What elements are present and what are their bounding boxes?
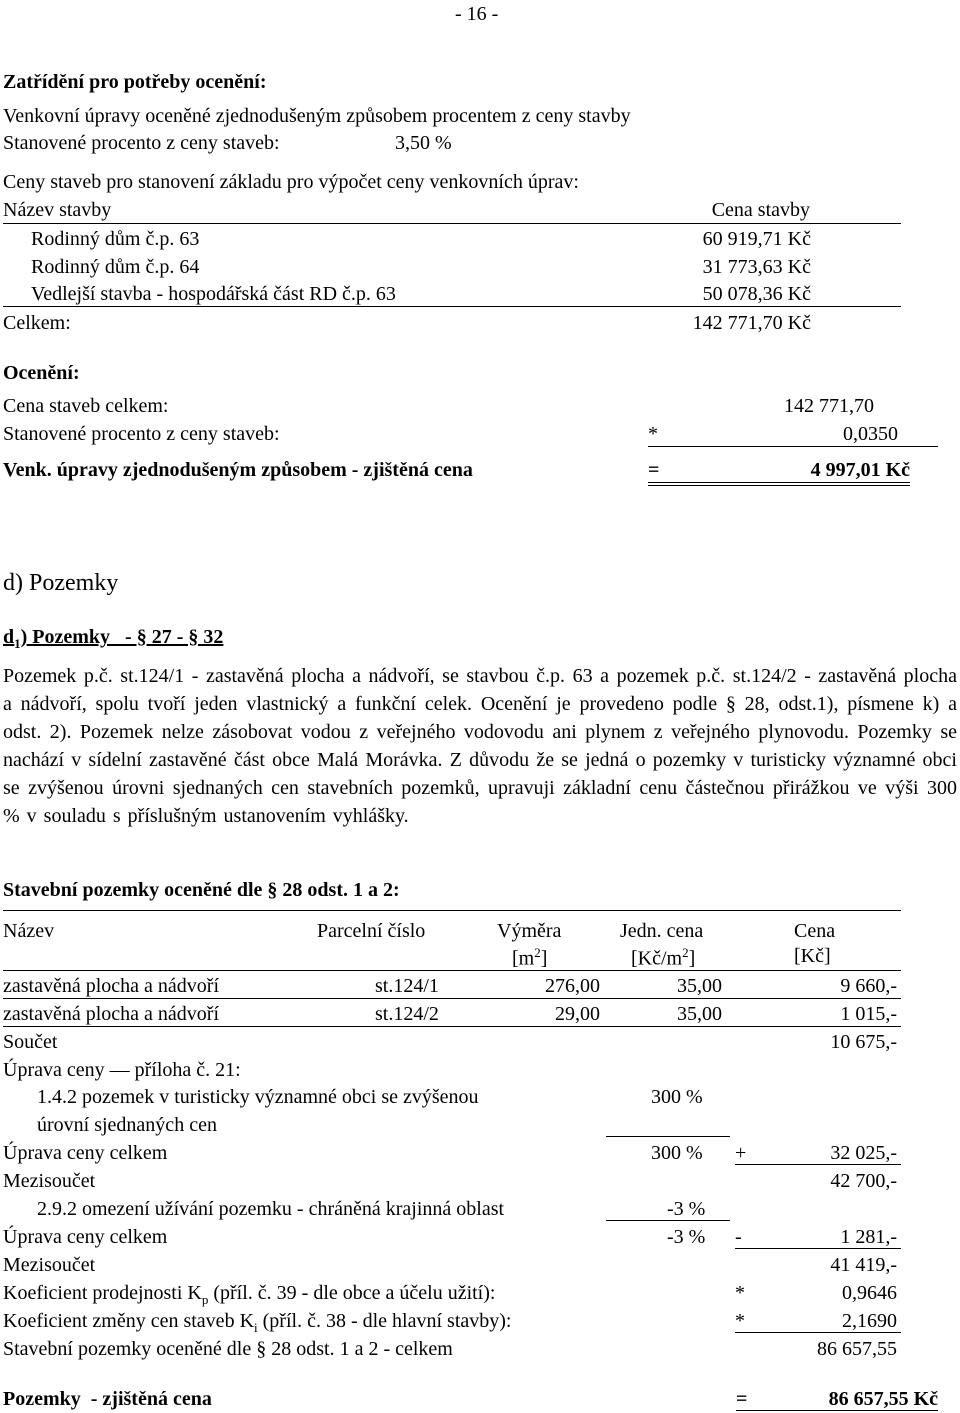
pct-label: Stanovené procento z ceny staveb: <box>3 132 280 154</box>
mezisoucet-label: Mezisoučet <box>3 1254 96 1276</box>
cena-staveb-value: 142 771,70 <box>784 395 874 417</box>
koef-zmeny-label: Koeficient změny cen staveb $K_i$ (příl. č. 38 - dle hlavní stavby): <box>3 1310 512 1335</box>
koef-zmeny-value: 2,1690 <box>842 1310 897 1332</box>
calc-rule <box>648 446 938 447</box>
uprava-item-1: 1.4.2 pozemek v turisticky významné obci se zvýšenou <box>37 1086 479 1108</box>
pct-label-2: Stanovené procento z ceny staveb: <box>3 423 280 445</box>
uprava-celkem-pct: 300 % <box>651 1142 703 1164</box>
uprava-heading: Úprava ceny — příloha č. 21: <box>3 1059 241 1081</box>
sum-rule-3 <box>735 1332 901 1333</box>
result-label: Venk. úpravy zjednodušeným způsobem - zjištěná cena <box>3 459 473 481</box>
mezisoucet-value: 42 700,- <box>830 1170 897 1192</box>
table-row-jedn: 35,00 <box>677 975 722 997</box>
result-underline-2 <box>648 485 910 486</box>
section-heading-zatrideni: Zatřídění pro potřeby ocenění: <box>3 71 267 93</box>
table-row-vymera: 29,00 <box>555 1003 600 1025</box>
row-rule <box>3 1026 901 1027</box>
col-nazev: Název <box>3 920 55 942</box>
pozemky-subheading: $d_1$) Pozemky - § 27 - § 32 <box>3 626 224 651</box>
table-row-parcel: st.124/2 <box>375 1003 439 1025</box>
uprava-item-2: 2.9.2 omezení užívání pozemku - chráněná krajinná oblast <box>37 1198 505 1220</box>
col-cena: Cena <box>794 920 836 942</box>
stavba-name: Rodinný dům č.p. 64 <box>31 256 200 278</box>
uprava-celkem-label: Úprava ceny celkem <box>3 1142 168 1164</box>
koef-prodejnosti-label: Koeficient prodejnosti $K_p$ (příl. č. 39 - dle obce a účelu užití): <box>3 1282 496 1307</box>
stavba-price: 31 773,63 Kč <box>702 256 811 278</box>
zatrideni-line: Venkovní úpravy oceněné zjednodušeným způsobem procentem z ceny stavby <box>3 105 631 127</box>
col-vymera-unit: $[m^2]$ <box>512 945 548 970</box>
sum-rule-2 <box>735 1248 901 1249</box>
total-rule <box>3 306 901 307</box>
table-row-cena: 1 015,- <box>840 1003 897 1025</box>
stavebni-heading: Stavební pozemky oceněné dle § 28 odst. 1 a 2: <box>3 879 400 901</box>
result-value: 4 997,01 Kč <box>810 459 910 481</box>
pct-rule-1 <box>606 1136 730 1137</box>
equals-op: = <box>648 459 660 481</box>
multiply-op: * <box>735 1310 745 1332</box>
col-parcelni: Parcelní číslo <box>317 920 426 942</box>
table-row-nazev: zastavěná plocha a nádvoří <box>3 975 220 997</box>
stavba-price: 60 919,71 Kč <box>702 228 811 250</box>
pozemky-paragraph: Pozemek p.č. st.124/1 - zastavěná plocha a nádvoří, se stavbou č.p. 63 a pozemek p.č. st.124/2 - zastavěná plocha a nádvoří, spolu tvoří jeden vlastnický a funkční celek. Ocenění je provedeno podle § 28, odst.1), písmene k) a odst. 2). Pozemek nelze zásobovat vodou z veřejného vodovodu ani plynem z veřejného plynovodu. Pozemky se nachází v sídelní zastavěné část obce Malá Morávka. Z důvodu že se jedná o pozemky v turisticky významné obci se zvýšenou úrovni sjednaných cen stavebních pozemků, upravuji základní cenu částečnou přirážkou ve výši 300 % v souladu s příslušným ustanovením vyhlášky. <box>3 665 957 827</box>
table-top-rule <box>3 910 901 911</box>
mezisoucet-label: Mezisoučet <box>3 1170 96 1192</box>
final-label: Pozemky - zjištěná cena <box>3 1388 212 1410</box>
cena-staveb-label: Cena staveb celkem: <box>3 395 169 417</box>
page-number: - 16 - <box>455 3 499 25</box>
uprava-item-2-pct: -3 % <box>667 1198 706 1220</box>
stavba-name: Rodinný dům č.p. 63 <box>31 228 200 250</box>
table-row-vymera: 276,00 <box>545 975 600 997</box>
table-row-jedn: 35,00 <box>677 1003 722 1025</box>
col-vymera: Výměra <box>497 920 562 942</box>
pozemky-heading: d) Pozemky <box>3 570 119 596</box>
uprava-item-1-pct: 300 % <box>651 1086 703 1108</box>
stavebni-celkem-label: Stavební pozemky oceněné dle § 28 odst. 1 a 2 - celkem <box>3 1338 453 1360</box>
col-cena-unit: [Kč] <box>794 945 831 967</box>
result-underline-1 <box>648 482 910 483</box>
pct-value-2: 0,0350 <box>843 423 898 445</box>
uprava-celkem-value: 32 025,- <box>830 1142 897 1164</box>
sum-rule-1 <box>735 1164 901 1165</box>
pct-rule-2 <box>606 1220 730 1221</box>
final-equals: = <box>736 1388 748 1410</box>
col-jedn: Jedn. cena <box>620 920 704 942</box>
soucet-value: 10 675,- <box>830 1031 897 1053</box>
minus-op: - <box>735 1226 742 1248</box>
col-cena-stavby: Cena stavby <box>711 199 810 221</box>
uprava-celkem-label: Úprava ceny celkem <box>3 1226 168 1248</box>
uprava-celkem-value: 1 281,- <box>840 1226 897 1248</box>
koef-prodejnosti-value: 0,9646 <box>842 1282 897 1304</box>
multiply-op: * <box>735 1282 745 1304</box>
mezisoucet-value: 41 419,- <box>830 1254 897 1276</box>
plus-op: + <box>735 1142 747 1164</box>
col-nazev-stavby: Název stavby <box>3 199 112 221</box>
final-underline <box>736 1410 938 1411</box>
table-header-rule <box>3 970 901 971</box>
row-rule <box>3 998 901 999</box>
table-row-parcel: st.124/1 <box>375 975 439 997</box>
final-value: 86 657,55 Kč <box>828 1388 938 1410</box>
pct-value: 3,50 % <box>395 132 452 154</box>
multiply-op: * <box>648 423 658 445</box>
uprava-item-1-cont: úrovní sjednaných cen <box>37 1114 217 1136</box>
uprava-celkem-pct: -3 % <box>667 1226 706 1248</box>
col-jedn-unit: $[Kč/m^2]$ <box>631 945 696 970</box>
celkem-label: Celkem: <box>3 312 71 334</box>
table-row-cena: 9 660,- <box>840 975 897 997</box>
stavebni-celkem-value: 86 657,55 <box>817 1338 897 1360</box>
section-heading-oceneni: Ocenění: <box>3 362 80 384</box>
ceny-heading: Ceny staveb pro stanovení základu pro výpočet ceny venkovních úprav: <box>3 171 579 193</box>
celkem-value: 142 771,70 Kč <box>692 312 811 334</box>
table-row-nazev: zastavěná plocha a nádvoří <box>3 1003 220 1025</box>
soucet-label: Součet <box>3 1031 58 1053</box>
stavba-price: 50 078,36 Kč <box>702 283 811 305</box>
header-rule <box>3 223 901 224</box>
stavba-name: Vedlejší stavba - hospodářská část RD č.p. 63 <box>31 283 396 305</box>
